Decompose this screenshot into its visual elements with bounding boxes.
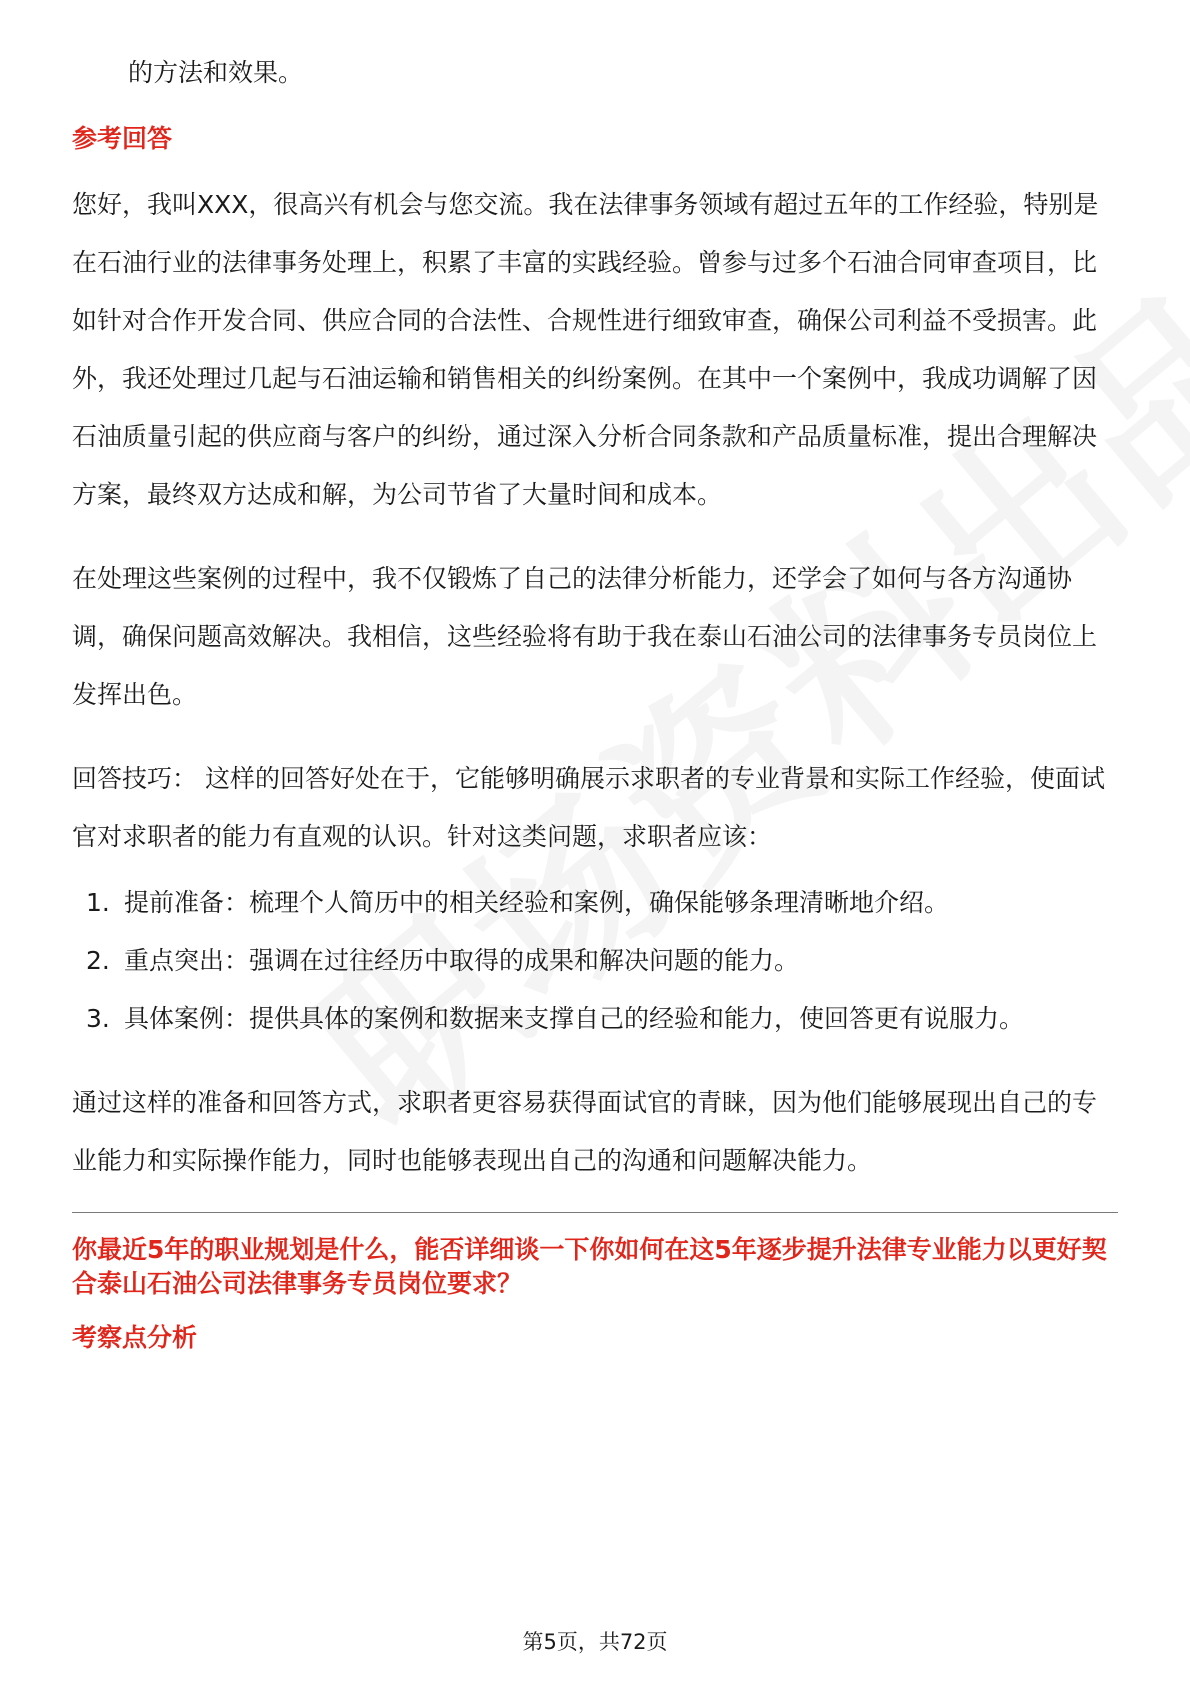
next-question: 你最近5年的职业规划是什么，能否详细谈一下你如何在这5年逐步提升法律专业能力以更好契合泰山石油公司法律事务专员岗位要求？ bbox=[72, 1235, 1107, 1298]
tips-list bbox=[72, 874, 1118, 1048]
tips-intro: 回答技巧： 这样的回答好处在于，它能够明确展示求职者的专业背景和实际工作经验，使面试官对求职者的能力有直观的认识。针对这类问题，求职者应该： bbox=[72, 764, 1105, 851]
list-text: 重点突出：强调在过往经历中取得的成果和解决问题的能力。 bbox=[124, 946, 800, 975]
list-item bbox=[72, 932, 1118, 990]
list-item bbox=[72, 990, 1118, 1048]
list-number: 1. bbox=[86, 888, 110, 917]
reference-answer-heading: 参考回答 bbox=[72, 124, 173, 153]
list-item bbox=[72, 874, 1118, 932]
list-number: 3. bbox=[86, 1004, 110, 1033]
page-footer: 第5页，共72页 bbox=[522, 1630, 668, 1654]
answer-paragraph-2: 在处理这些案例的过程中，我不仅锻炼了自己的法律分析能力，还学会了如何与各方沟通协调，确保问题高效解决。我相信，这些经验将有助于我在泰山石油公司的法律事务专员岗位上发挥出色。 bbox=[72, 564, 1098, 709]
list-text: 提前准备：梳理个人简历中的相关经验和案例，确保能够条理清晰地介绍。 bbox=[124, 888, 950, 917]
continued-text: 的方法和效果。 bbox=[128, 58, 304, 87]
analysis-heading: 考察点分析 bbox=[72, 1323, 198, 1352]
list-text: 具体案例：提供具体的案例和数据来支撑自己的经验和能力，使回答更有说服力。 bbox=[124, 1004, 1025, 1033]
page-content bbox=[72, 44, 1118, 1367]
list-number: 2. bbox=[86, 946, 110, 975]
section-divider bbox=[72, 1212, 1118, 1213]
summary-paragraph: 通过这样的准备和回答方式，求职者更容易获得面试官的青睐，因为他们能够展现出自己的专业能力和实际操作能力，同时也能够表现出自己的沟通和问题解决能力。 bbox=[72, 1088, 1098, 1175]
answer-paragraph-1: 您好，我叫XXX，很高兴有机会与您交流。我在法律事务领域有超过五年的工作经验，特别是在石油行业的法律事务处理上，积累了丰富的实践经验。曾参与过多个石油合同审查项目，比如针对合作开发合同、供应合同的合法性、合规性进行细致审查，确保公司利益不受损害。此外，我还处理过几起与石油运输和销售相关的纠纷案例。在其中一个案例中，我成功调解了因石油质量引起的供应商与客户的纠纷，通过深入分析合同条款和产品质量标准，提出合理解决方案，最终双方达成和解，为公司节省了大量时间和成本。 bbox=[72, 190, 1099, 509]
